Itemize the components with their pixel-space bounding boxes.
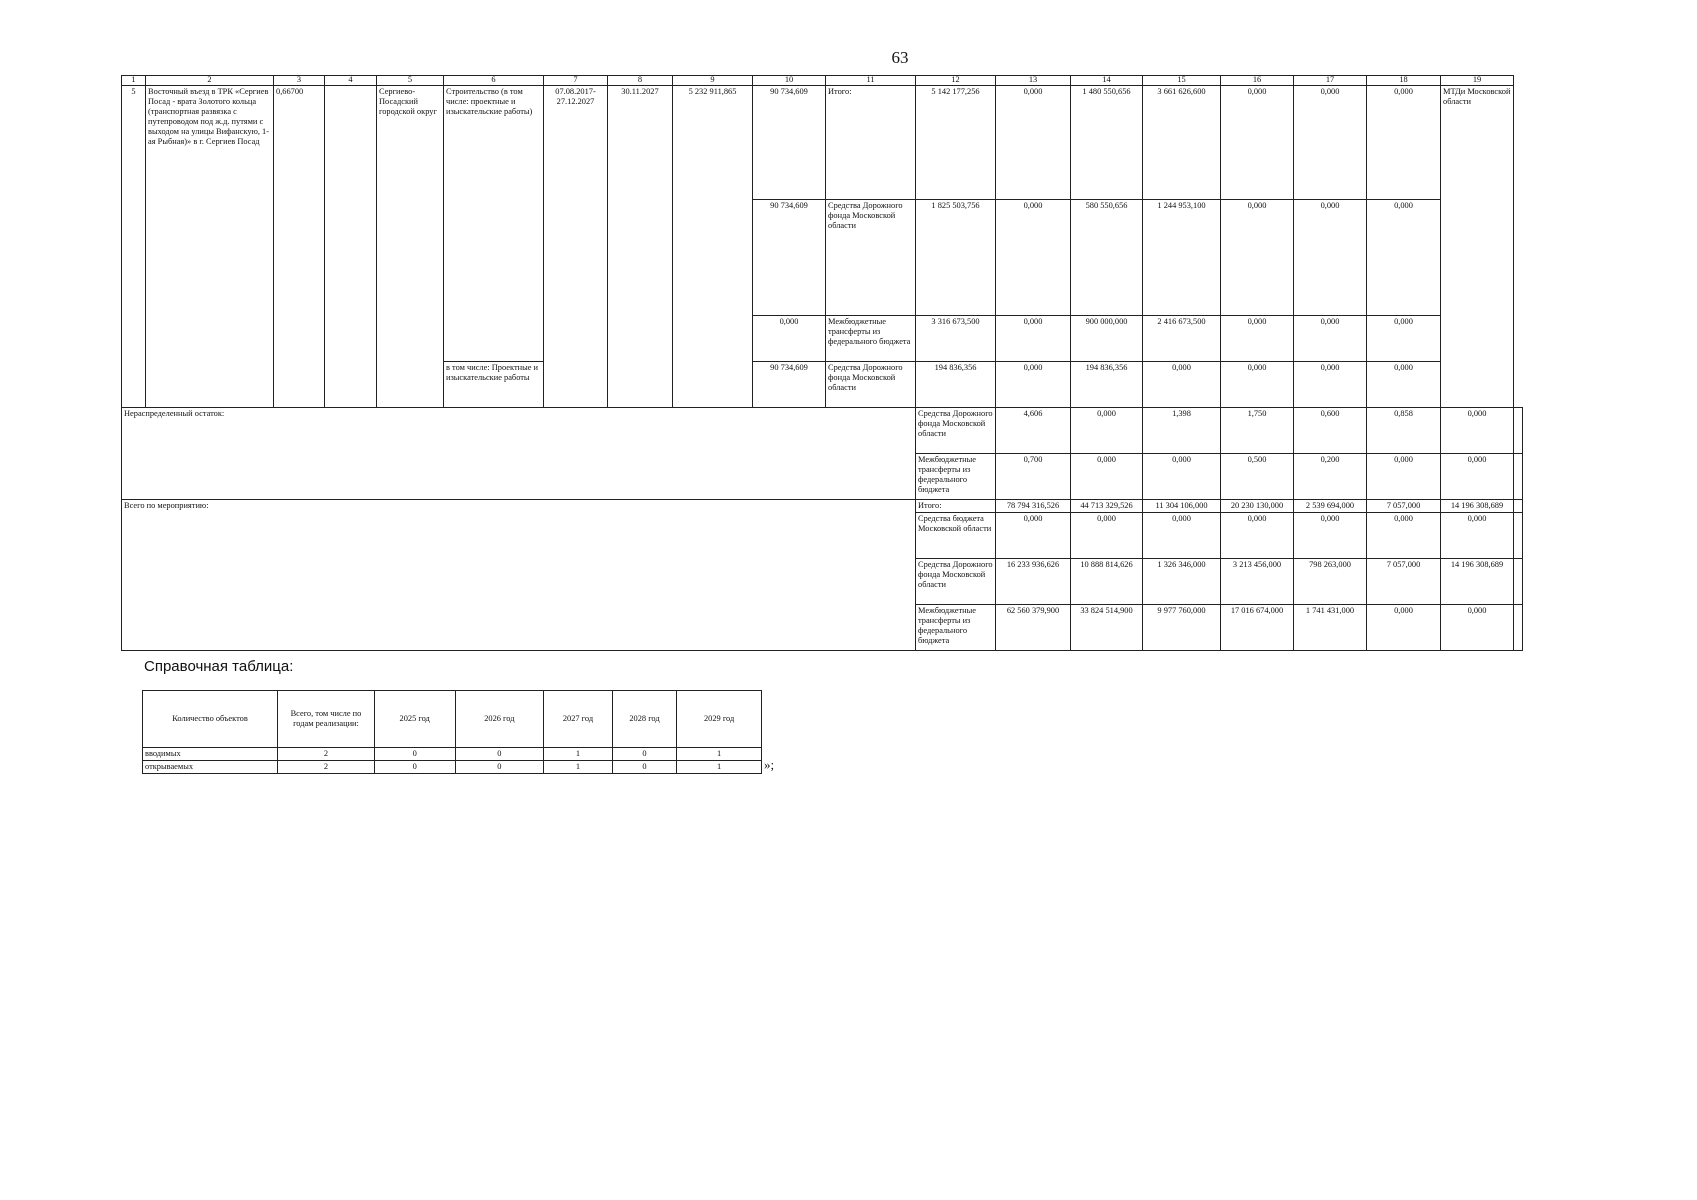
unallocated-row xyxy=(122,408,1523,454)
funding-source: Средства Дорожного фонда Московской области xyxy=(826,200,916,316)
cell-c14: 194 836,356 xyxy=(1071,362,1143,408)
column-number: 8 xyxy=(608,76,673,86)
cell-c13: 0,000 xyxy=(1071,408,1143,454)
object-name: Восточный въезд в ТРК «Сергиев Посад - врата Золотого кольца (транспортная развязка с путепроводом под ж.д. путями с выходом на улицы Вифанскую, 1-ая Рыбная)» в г. Сергиев Посад xyxy=(146,86,274,408)
object-work-type: Строительство (в том числе: проектные и изыскательские работы) xyxy=(444,86,544,362)
column-number: 12 xyxy=(916,76,996,86)
cell-c15: 17 016 674,000 xyxy=(1221,604,1294,650)
funding-source: Итого: xyxy=(916,500,996,513)
cell-c14: 580 550,656 xyxy=(1071,200,1143,316)
object-executor: МТДи Московской области xyxy=(1441,86,1514,408)
cell-c13: 0,000 xyxy=(1071,454,1143,500)
cell-c13: 0,000 xyxy=(996,362,1071,408)
cell-c18: 0,000 xyxy=(1441,454,1514,500)
cell-c16: 0,000 xyxy=(1221,86,1294,200)
cell-c14: 0,000 xyxy=(1143,454,1221,500)
cell-c16: 0,000 xyxy=(1294,512,1367,558)
cell-c12: 0,700 xyxy=(996,454,1071,500)
cell-c10: 90 734,609 xyxy=(753,200,826,316)
reference-cell: 2 xyxy=(278,748,375,761)
cell-c10: 0,000 xyxy=(753,316,826,362)
column-number-row xyxy=(122,76,1523,86)
reference-row-label: вводимых xyxy=(143,748,278,761)
reference-cell: 0 xyxy=(455,748,544,761)
cell-c13: 0,000 xyxy=(1071,512,1143,558)
object-completion: 30.11.2027 xyxy=(608,86,673,408)
reference-cell: 1 xyxy=(677,748,762,761)
funding-source: Средства Дорожного фонда Московской области xyxy=(916,408,996,454)
cell-c15: 0,500 xyxy=(1221,454,1294,500)
object-number: 5 xyxy=(122,86,146,408)
reference-header: Всего, том числе по годам реализации: xyxy=(278,691,375,748)
cell-c10: 90 734,609 xyxy=(753,362,826,408)
cell-c13: 10 888 814,626 xyxy=(1071,558,1143,604)
cell-c13: 0,000 xyxy=(996,86,1071,200)
cell-c17: 0,858 xyxy=(1367,408,1441,454)
empty-cell xyxy=(1514,500,1523,513)
cell-c18: 0,000 xyxy=(1441,604,1514,650)
cell-c15: 3 661 626,600 xyxy=(1143,86,1221,200)
cell-c14: 11 304 106,000 xyxy=(1143,500,1221,513)
reference-cell: 2 xyxy=(278,760,375,773)
cell-c18: 0,000 xyxy=(1367,316,1441,362)
column-number: 18 xyxy=(1367,76,1441,86)
column-number: 6 xyxy=(444,76,544,86)
total-row xyxy=(122,500,1523,513)
cell-c16: 0,000 xyxy=(1221,200,1294,316)
cell-c14: 1 480 550,656 xyxy=(1071,86,1143,200)
column-number: 1 xyxy=(122,76,146,86)
cell-c17: 0,000 xyxy=(1294,316,1367,362)
reference-cell: 1 xyxy=(544,748,613,761)
funding-source: Средства бюджета Московской области xyxy=(916,512,996,558)
column-number: 3 xyxy=(274,76,325,86)
funding-source: Межбюджетные трансферты из федерального бюджета xyxy=(916,454,996,500)
cell-c10: 90 734,609 xyxy=(753,86,826,200)
cell-c12: 3 316 673,500 xyxy=(916,316,996,362)
column-number: 14 xyxy=(1071,76,1143,86)
cell-c16: 1 741 431,000 xyxy=(1294,604,1367,650)
cell-c16: 798 263,000 xyxy=(1294,558,1367,604)
reference-cell: 1 xyxy=(677,760,762,773)
column-number: 11 xyxy=(826,76,916,86)
cell-c14: 0,000 xyxy=(1143,512,1221,558)
cell-c15: 3 213 456,000 xyxy=(1221,558,1294,604)
object-col4 xyxy=(325,86,377,408)
reference-header: 2028 год xyxy=(612,691,677,748)
cell-c12: 5 142 177,256 xyxy=(916,86,996,200)
reference-cell: 0 xyxy=(455,760,544,773)
cell-c15: 2 416 673,500 xyxy=(1143,316,1221,362)
object-capacity: 0,66700 xyxy=(274,86,325,408)
reference-header-row xyxy=(143,691,762,748)
cell-c12: 62 560 379,900 xyxy=(996,604,1071,650)
reference-header: 2029 год xyxy=(677,691,762,748)
cell-c13: 44 713 329,526 xyxy=(1071,500,1143,513)
reference-cell: 0 xyxy=(374,748,455,761)
cell-c12: 4,606 xyxy=(996,408,1071,454)
cell-c15: 20 230 130,000 xyxy=(1221,500,1294,513)
empty-cell xyxy=(1514,604,1523,650)
column-number: 10 xyxy=(753,76,826,86)
column-number: 16 xyxy=(1221,76,1294,86)
empty-cell xyxy=(1514,558,1523,604)
column-number: 2 xyxy=(146,76,274,86)
object-dates: 07.08.2017-27.12.2027 xyxy=(544,86,608,408)
column-number: 7 xyxy=(544,76,608,86)
cell-c18: 0,000 xyxy=(1367,86,1441,200)
reference-row xyxy=(143,748,762,761)
cell-c16: 0,600 xyxy=(1294,408,1367,454)
budget-table xyxy=(121,75,1523,651)
column-number: 5 xyxy=(377,76,444,86)
cell-c13: 0,000 xyxy=(996,200,1071,316)
cell-c16: 0,200 xyxy=(1294,454,1367,500)
object-row-total xyxy=(122,86,1523,200)
cell-c15: 1,750 xyxy=(1221,408,1294,454)
cell-c18: 14 196 308,689 xyxy=(1441,558,1514,604)
reference-cell: 0 xyxy=(612,760,677,773)
cell-c13: 0,000 xyxy=(996,316,1071,362)
reference-header: 2026 год xyxy=(455,691,544,748)
reference-header: 2025 год xyxy=(374,691,455,748)
object-cost: 5 232 911,865 xyxy=(673,86,753,408)
cell-c17: 0,000 xyxy=(1367,604,1441,650)
cell-c17: 0,000 xyxy=(1294,362,1367,408)
reference-cell: 0 xyxy=(374,760,455,773)
cell-c12: 78 794 316,526 xyxy=(996,500,1071,513)
cell-c17: 0,000 xyxy=(1294,200,1367,316)
cell-c14: 1,398 xyxy=(1143,408,1221,454)
cell-c18: 0,000 xyxy=(1367,362,1441,408)
cell-c17: 0,000 xyxy=(1294,86,1367,200)
reference-row-label: открываемых xyxy=(143,760,278,773)
cell-c17: 0,000 xyxy=(1367,512,1441,558)
reference-row xyxy=(143,760,762,773)
reference-heading: Справочная таблица: xyxy=(144,658,294,675)
column-number: 17 xyxy=(1294,76,1367,86)
column-number: 15 xyxy=(1143,76,1221,86)
cell-c17: 7 057,000 xyxy=(1367,558,1441,604)
cell-c12: 1 825 503,756 xyxy=(916,200,996,316)
reference-cell: 1 xyxy=(544,760,613,773)
reference-header: 2027 год xyxy=(544,691,613,748)
funding-source: Межбюджетные трансферты из федерального бюджета xyxy=(826,316,916,362)
reference-cell: 0 xyxy=(612,748,677,761)
closing-quote: »; xyxy=(764,757,775,772)
cell-c15: 1 244 953,100 xyxy=(1143,200,1221,316)
funding-source: Средства Дорожного фонда Московской области xyxy=(916,558,996,604)
funding-source: Итого: xyxy=(826,86,916,200)
column-number: 4 xyxy=(325,76,377,86)
cell-c13: 33 824 514,900 xyxy=(1071,604,1143,650)
reference-table xyxy=(142,690,762,774)
cell-c15: 0,000 xyxy=(1143,362,1221,408)
funding-source: Средства Дорожного фонда Московской области xyxy=(826,362,916,408)
empty-cell xyxy=(1514,512,1523,558)
reference-header: Количество объектов xyxy=(143,691,278,748)
cell-c16: 0,000 xyxy=(1221,316,1294,362)
cell-c14: 1 326 346,000 xyxy=(1143,558,1221,604)
cell-c12: 194 836,356 xyxy=(916,362,996,408)
cell-c16: 2 539 694,000 xyxy=(1294,500,1367,513)
cell-c17: 7 057,000 xyxy=(1367,500,1441,513)
cell-c17: 0,000 xyxy=(1367,454,1441,500)
funding-source: Межбюджетные трансферты из федерального бюджета xyxy=(916,604,996,650)
object-work-type-sub: в том числе: Проектные и изыскательские работы xyxy=(444,362,544,408)
page-number: 63 xyxy=(891,48,909,67)
column-number: 13 xyxy=(996,76,1071,86)
unallocated-label: Нераспределенный остаток: xyxy=(122,408,916,500)
cell-c15: 0,000 xyxy=(1221,512,1294,558)
total-label: Всего по мероприятию: xyxy=(122,500,916,651)
column-number: 9 xyxy=(673,76,753,86)
object-location: Сергиево-Посадский городской округ xyxy=(377,86,444,408)
cell-c14: 9 977 760,000 xyxy=(1143,604,1221,650)
cell-c14: 900 000,000 xyxy=(1071,316,1143,362)
cell-c18: 0,000 xyxy=(1367,200,1441,316)
cell-c18: 0,000 xyxy=(1441,408,1514,454)
empty-cell xyxy=(1514,454,1523,500)
column-number: 19 xyxy=(1441,76,1514,86)
cell-c12: 16 233 936,626 xyxy=(996,558,1071,604)
cell-c12: 0,000 xyxy=(996,512,1071,558)
empty-cell xyxy=(1514,408,1523,454)
cell-c16: 0,000 xyxy=(1221,362,1294,408)
cell-c18: 14 196 308,689 xyxy=(1441,500,1514,513)
cell-c18: 0,000 xyxy=(1441,512,1514,558)
